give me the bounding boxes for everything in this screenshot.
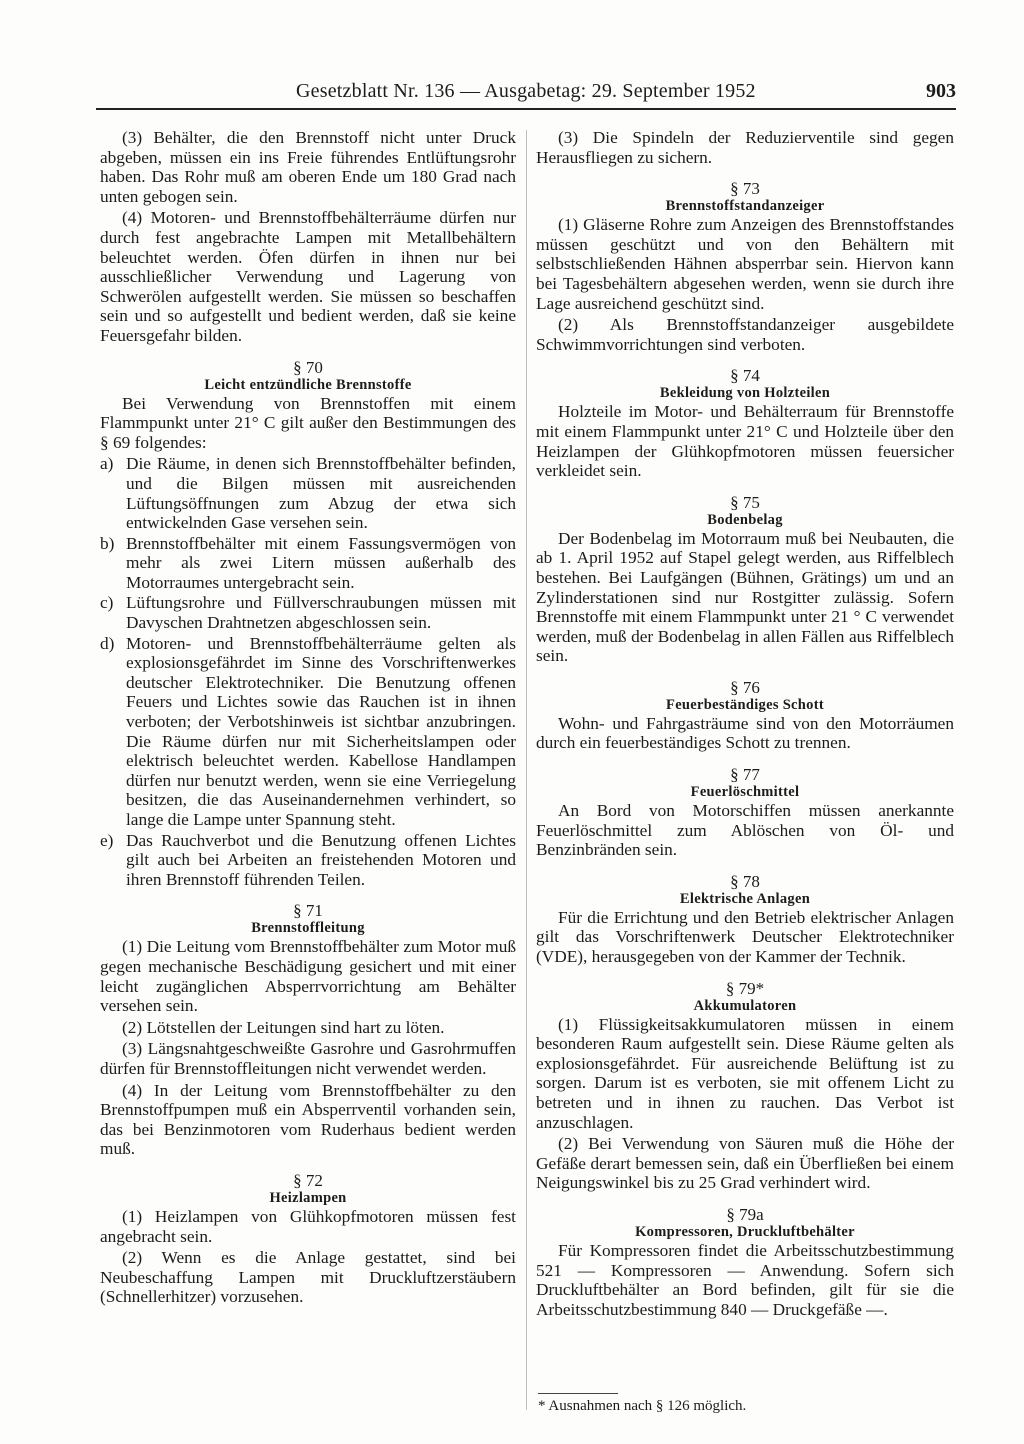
section-title: Brennstoffleitung [251,920,365,937]
paragraph: (3) Die Spindeln der Reduzierventile sind gegen Herausfliegen zu sichern. [536,128,954,167]
section-heading-76 [536,678,954,714]
header-title: Gesetzblatt Nr. 136 — Ausgabetag: 29. September 1952 [296,80,756,102]
section-number: § 79a [726,1204,764,1224]
list-text: Motoren- und Brennstoffbehälterräume gelten als explosionsgefährdet im Sinne des Vorschriftenwerkes deutscher Elektrotechniker. Die Benutzung offenen Feuers und Lichtes sowie das Rauchen ist in ihnen verboten; der Verbotshinweis ist sichtbar anzubringen. Die Räume dürfen nur mit Sicherheitslampen oder elektrisch beleuchtet werden. Kabellose Handlampen dürfen nur benutzt werden, wenn sie eine Verriegelung besitzen, die das Auseinandernehmen verhindert, so lange die Lampe unter Spannung steht. [126,633,516,829]
paragraph: (1) Die Leitung vom Brennstoffbehälter zum Motor muß gegen mechanische Beschädigung gesichert und mit einer leicht zugänglichen Absperrvorrichtung am Behälter versehen sein. [100,937,516,1016]
section-heading-74 [536,366,954,402]
list-label: c) [100,593,114,613]
footnote: * Ausnahmen nach § 126 möglich. [538,1398,747,1414]
section-number: § 78 [730,871,760,891]
list-text: Brennstoffbehälter mit einem Fassungsvermögen von mehr als zwei Litern müssen außerhalb des Motorraumes untergebracht sein. [126,533,516,592]
list-label: b) [100,533,115,553]
list-item [100,534,516,593]
section-title: Heizlampen [269,1189,347,1206]
section-number: § 77 [730,765,760,785]
list-item [100,593,516,632]
list-text: Das Rauchverbot und die Benutzung offenen Lichtes gilt auch bei Arbeiten an freistehenden Motoren und ihren Brennstoff führenden Teilen. [126,830,516,889]
section-title: Feuerbeständiges Schott [666,696,824,713]
paragraph: Wohn- und Fahrgasträume sind von den Motorräumen durch ein feuerbeständiges Schott zu trennen. [536,713,954,753]
section-heading-71 [100,901,516,937]
section-heading-73 [536,179,954,215]
paragraph: (2) Als Brennstoffstandanzeiger ausgebildete Schwimmvorrichtungen sind verboten. [536,315,954,354]
paragraph: (4) In der Leitung vom Brennstoffbehälter zu den Brennstoffpumpen muß ein Absperrventil vorhanden sein, das bei Benzinmotoren vom Ruderhaus bedient werden muß. [100,1080,516,1159]
section-title: Brennstoffstandanzeiger [665,198,825,215]
footnote-rule [538,1393,618,1394]
section-title: Kompressoren, Druckluftbehälter [635,1223,855,1240]
section-heading-78 [536,872,954,908]
section-heading-77 [536,765,954,801]
section-title: Elektrische Anlagen [679,890,811,907]
paragraph: (2) Wenn es die Anlage gestattet, sind bei Neubeschaffung Lampen mit Druckluftzerstäubern (Schnellerhitzer) vorzusehen. [100,1248,516,1307]
section-title: Akkumulatoren [693,997,797,1014]
list-item [100,634,516,830]
paragraph: (2) Lötstellen der Leitungen sind hart zu löten. [122,1017,445,1037]
section-number: § 70 [293,357,323,377]
column-divider [526,130,527,1410]
section-heading-70 [100,358,516,394]
section-heading-75 [536,493,954,529]
right-column [536,128,954,1321]
section-number: § 74 [730,366,760,386]
section-title: Bodenbelag [707,511,783,528]
paragraph: Bei Verwendung von Brennstoffen mit einem Flammpunkt unter 21° C gilt außer den Bestimmungen des § 69 folgendes: [100,393,516,452]
section-heading-72 [100,1171,516,1207]
list-label: d) [100,633,115,653]
paragraph: An Bord von Motorschiffen müssen anerkannte Feuerlöschmittel zum Ablöschen von Öl- und Benzinbränden sein. [536,801,954,860]
list-text: Die Räume, in denen sich Brennstoffbehälter befinden, und die Bilgen müssen mit ausreichenden Lüftungsöffnungen zum Abzug der etwa sich entwickelnden Gase versehen sein. [126,454,516,533]
section-heading-79 [536,979,954,1015]
paragraph: (1) Heizlampen von Glühkopfmotoren müssen fest angebracht sein. [100,1206,516,1246]
list-item [100,454,516,532]
paragraph: Für Kompressoren findet die Arbeitsschutzbestimmung 521 — Kompressoren — Anwendung. Sofern sich Druckluftbehälter an Bord befinden, gilt für sie die Arbeitsschutzbestimmung 840 — Druckgefäße —. [536,1240,954,1319]
paragraph: (3) Längsnahtgeschweißte Gasrohre und Gasrohrmuffen dürfen für Brennstoffleitungen nicht verwendet werden. [100,1039,516,1078]
section-number: § 79* [725,978,765,998]
section-number: § 76 [730,677,760,697]
list-label: e) [100,830,114,850]
paragraph: Für die Errichtung und den Betrieb elektrischer Anlagen gilt das Vorschriftenwerk Deutscher Elektrotechniker (VDE), herausgegeben von der Kammer der Technik. [536,907,954,967]
section-number: § 75 [730,492,760,512]
section-number: § 72 [293,1170,323,1190]
paragraph: (2) Bei Verwendung von Säuren muß die Höhe der Gefäße derart bemessen sein, daß ein Überfließen bei einem Neigungswinkel bis zu 25 Grad verhindert wird. [536,1134,954,1193]
section-number: § 71 [293,901,323,921]
page-number: 903 [926,80,956,102]
paragraph: Holzteile im Motor- und Behälterraum für Brennstoffe mit einem Flammpunkt unter 21° C und Holzteile über den Heizlampen der Glühkopfmotoren müssen feuersicher verkleidet sein. [536,402,954,481]
paragraph: (3) Behälter, die den Brennstoff nicht unter Druck abgeben, müssen ein ins Freie führendes Entlüftungsrohr haben. Das Rohr muß am oberen Ende um 180 Grad nach unten gebogen sein. [100,128,516,206]
paragraph: (1) Gläserne Rohre zum Anzeigen des Brennstoffstandes müssen geschützt und von den Behältern mit selbstschließenden Hähnen absperrbar sein. Hiervon kann bei Tagesbehältern abgesehen werden, wenn sie durch ihre Lage ausreichend geschützt sind. [536,215,954,313]
section-title: Bekleidung von Holzteilen [659,385,831,402]
section-number: § 73 [730,179,760,199]
paragraph: (4) Motoren- und Brennstoffbehälterräume dürfen nur durch fest angebrachte Lampen mit Metallbehältern beleuchtet werden. Öfen dürfen in ihnen nur bei ausschließlicher Verwendung und Lagerung von Schwerölen aufgestellt werden. Sie müssen so beschaffen sein und so aufgestellt und bedient werden, daß sie keine Feuersgefahr bilden. [100,208,516,345]
section-title: Leicht entzündliche Brennstoffe [204,376,412,393]
section-title: Feuerlöschmittel [690,784,800,801]
paragraph: Der Bodenbelag im Motorraum muß bei Neubauten, die ab 1. April 1952 auf Stapel gelegt werden, aus Riffelblech bestehen. Bei Laufgängen (Bühnen, Grätings) um und an Zylinderstationen sind nur Rostgitter zulässig. Sofern Brennstoffe mit einem Flammpunkt unter 21 ° C verwendet werden, muß der Bodenbelag in allen Fällen aus Riffelblech sein. [536,528,954,666]
list-label: a) [100,454,114,474]
paragraph: (1) Flüssigkeitsakkumulatoren müssen in einem besonderen Raum aufgestellt sein. Diese Räume gelten als explosionsgefährdet. Für ausreichende Belüftung ist zu sorgen. Darum ist es verboten, sie mit offenem Licht zu betreten und in ihnen zu rauchen. Das Verbot ist anzuschlagen. [536,1014,954,1132]
list-text: Lüftungsrohre und Füllverschraubungen müssen mit Davyschen Drahtnetzen abgeschlossen sein. [126,593,516,633]
left-column [100,128,516,1309]
list-item [100,831,516,890]
page-header [96,78,956,110]
section-heading-79a [536,1205,954,1241]
